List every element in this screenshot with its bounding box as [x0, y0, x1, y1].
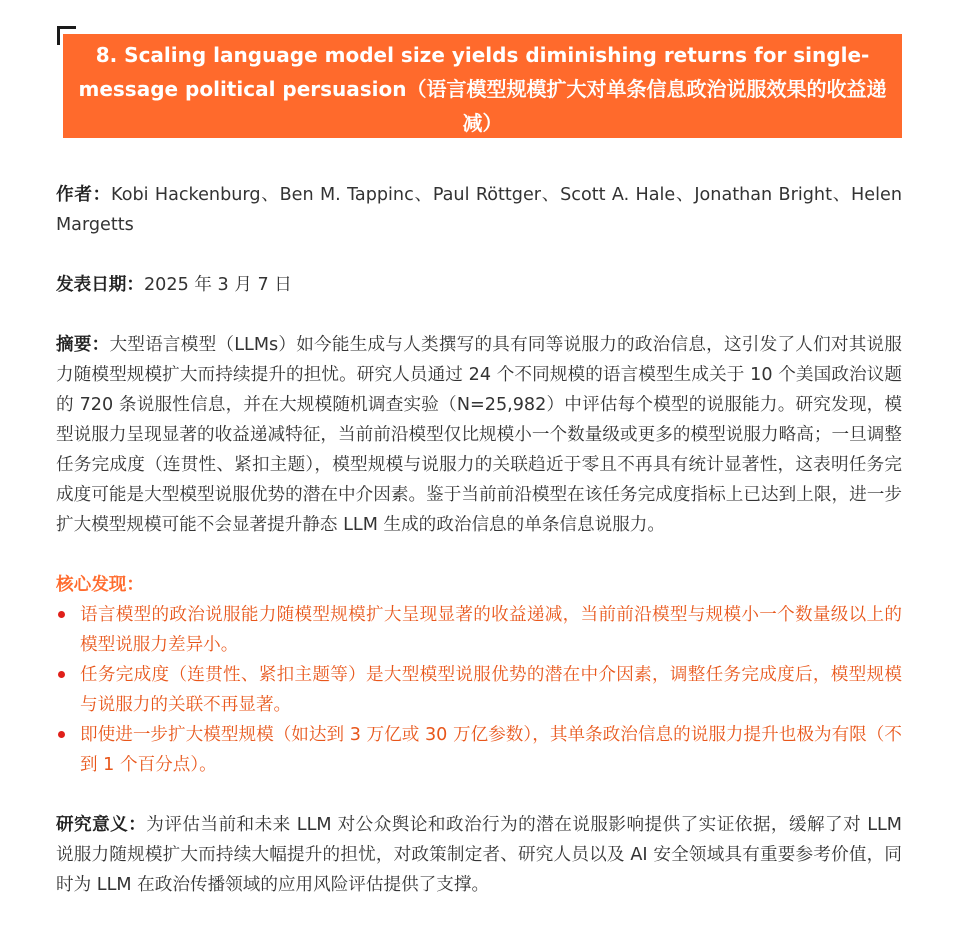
abstract-label: 摘要： — [56, 335, 110, 355]
date-label: 发表日期： — [56, 275, 144, 295]
finding-text: 任务完成度（连贯性、紧扣主题等）是大型模型说服优势的潜在中介因素，调整任务完成度后，模型规模与说服力的关联不再显著。 — [80, 665, 902, 715]
findings-list — [56, 600, 902, 780]
authors-label: 作者： — [56, 185, 112, 205]
findings-label: 核心发现： — [56, 575, 144, 595]
article-title: 8. Scaling language model size yields diminishing returns for single-message political persuasion（语言模型规模扩大对单条信息政治说服效果的收益递减） — [78, 43, 887, 135]
finding-text: 即使进一步扩大模型规模（如达到 3 万亿或 30 万亿参数），其单条政治信息的说服力提升也极为有限（不到 1 个百分点）。 — [80, 725, 902, 775]
list-item — [56, 600, 902, 660]
significance-section — [56, 810, 902, 900]
finding-text: 语言模型的政治说服能力随模型规模扩大呈现显著的收益递减，当前前沿模型与规模小一个数量级以上的模型说服力差异小。 — [80, 605, 902, 655]
significance-label: 研究意义： — [56, 815, 147, 835]
list-item — [56, 660, 902, 720]
date-value: 2025 年 3 月 7 日 — [143, 275, 292, 295]
date-section — [56, 270, 902, 300]
authors-section — [56, 180, 902, 240]
article-body — [56, 180, 902, 930]
authors-value: Kobi Hackenburg、Ben M. Tappinc、Paul Röttger、Scott A. Hale、Jonathan Bright、Helen Margetts — [56, 185, 902, 235]
abstract-text: 大型语言模型（LLMs）如今能生成与人类撰写的具有同等说服力的政治信息，这引发了人们对其说服力随模型规模扩大而持续提升的担忧。研究人员通过 24 个不同规模的语言模型生成关于 10 个美国政治议题的 720 条说服性信息，并在大规模随机调查实验（N=25,982）中评估每个模型的说服能力。研究发现，模型说服力呈现显著的收益递减特征，当前前沿模型仅比规模小一个数量级或更多的模型说服力略高；一旦调整任务完成度（连贯性、紧扣主题），模型规模与说服力的关联趋近于零且不再具有统计显著性，这表明任务完成度可能是大型模型说服优势的潜在中介因素。鉴于当前前沿模型在该任务完成度指标上已达到上限，进一步扩大模型规模可能不会显著提升静态 LLM 生成的政治信息的单条信息说服力。 — [56, 335, 902, 535]
abstract-section — [56, 330, 902, 540]
bullet-dot-icon — [58, 611, 65, 618]
significance-text: 为评估当前和未来 LLM 对公众舆论和政治行为的潜在说服影响提供了实证依据，缓解了对 LLM 说服力随规模扩大而持续大幅提升的担忧，对政策制定者、研究人员以及 AI 安全领域具有重要参考价值，同时为 LLM 在政治传播领域的应用风险评估提供了支撑。 — [56, 815, 902, 895]
bullet-dot-icon — [58, 671, 65, 678]
bullet-dot-icon — [58, 731, 65, 738]
article-title-banner — [63, 34, 902, 138]
list-item — [56, 720, 902, 780]
